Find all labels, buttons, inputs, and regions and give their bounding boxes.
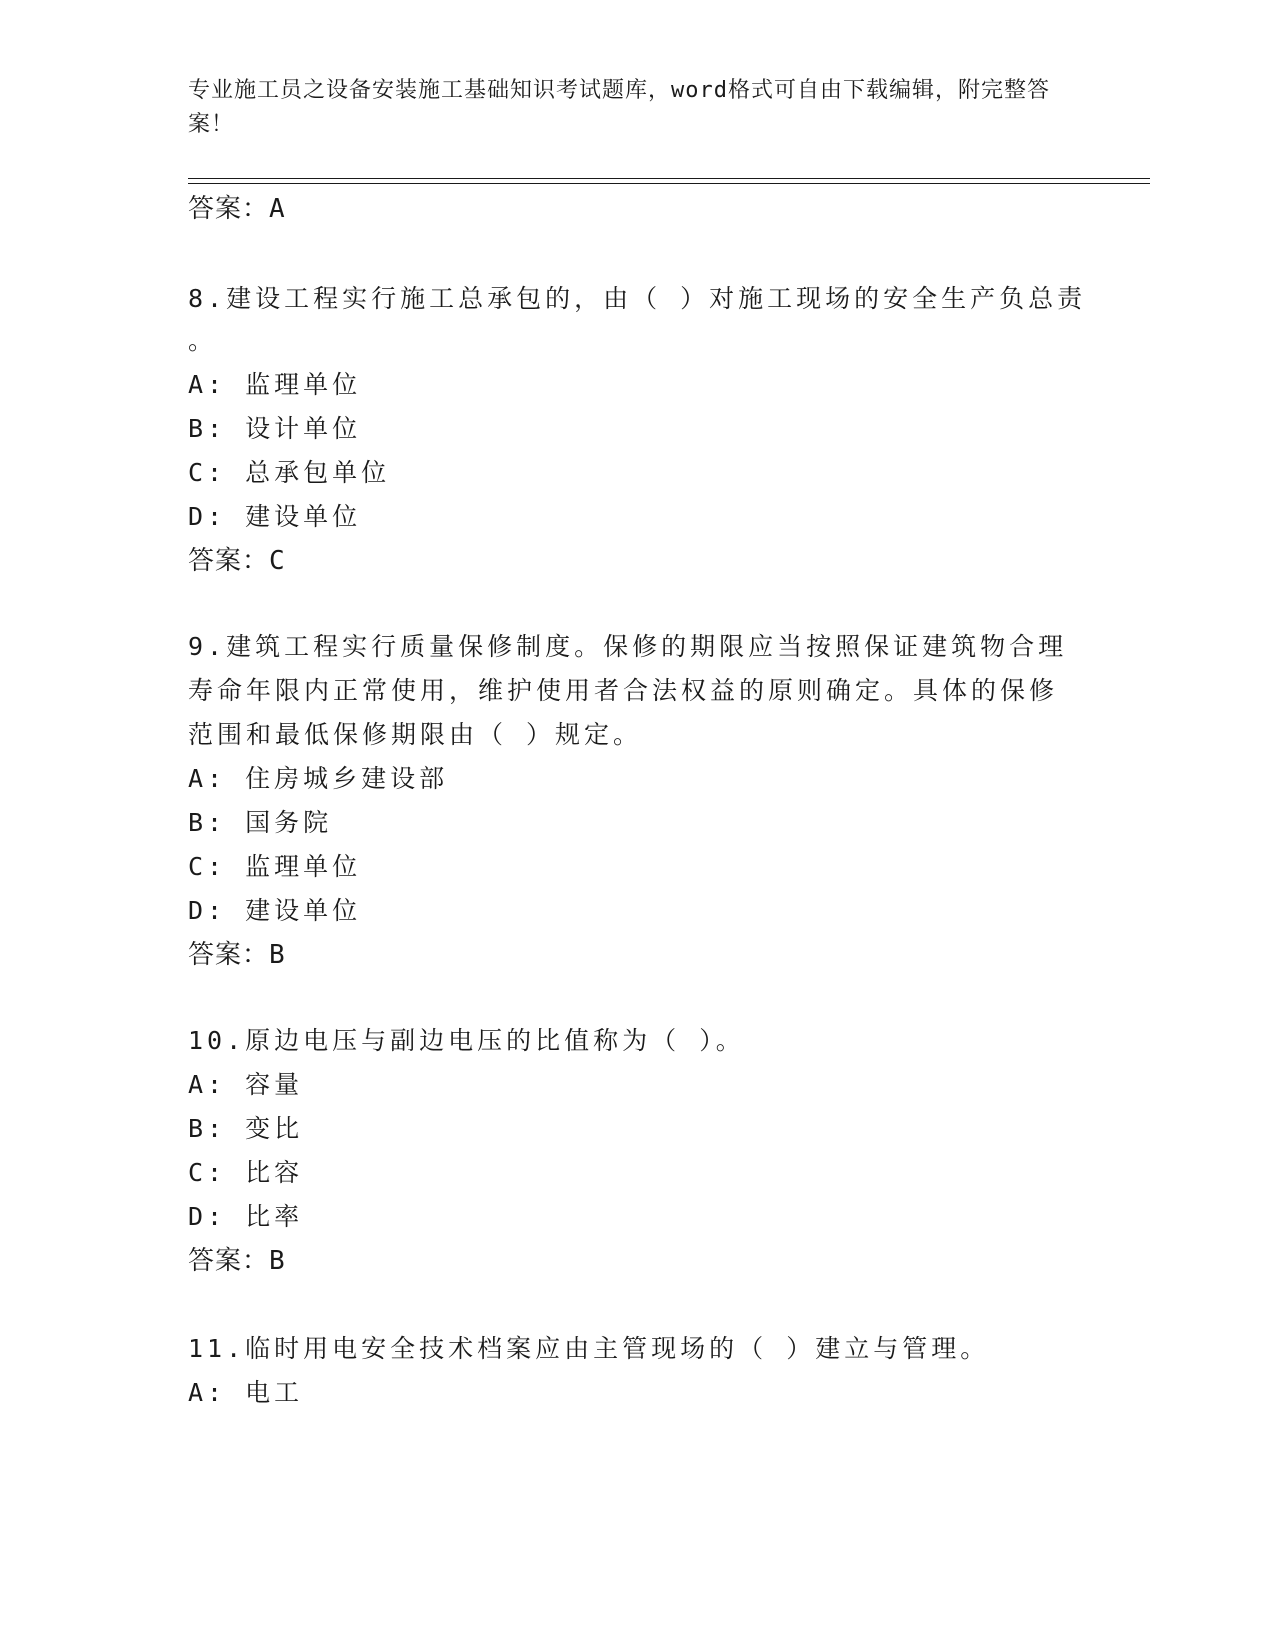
answer-label: 答案：	[188, 546, 270, 576]
question-10-option-c: C: 比容	[188, 1158, 304, 1187]
answer-value: C	[269, 546, 286, 576]
question-10-option-d: D: 比率	[188, 1202, 304, 1231]
question-11-option-a: A: 电工	[188, 1378, 304, 1407]
answer-value: B	[269, 940, 286, 970]
question-11-line-1: 11.临时用电安全技术档案应由主管现场的（ ）建立与管理。	[188, 1334, 990, 1363]
question-8-option-b: B: 设计单位	[188, 414, 362, 443]
question-8-option-d: D: 建设单位	[188, 502, 362, 531]
prev-answer	[188, 192, 286, 226]
question-9-answer	[188, 938, 286, 972]
answer-value: A	[269, 194, 286, 224]
answer-label: 答案：	[188, 1246, 270, 1276]
header-rule-top	[188, 178, 1150, 179]
question-9-line-2: 寿命年限内正常使用，维护使用者合法权益的原则确定。具体的保修	[188, 676, 1059, 705]
question-9-option-a: A: 住房城乡建设部	[188, 764, 449, 793]
question-8-answer	[188, 544, 286, 578]
question-8-line-1: 8.建设工程实行施工总承包的，由（ ）对施工现场的安全生产负总责	[188, 284, 1087, 313]
question-8-option-c: C: 总承包单位	[188, 458, 391, 487]
question-10-answer	[188, 1244, 286, 1278]
question-9-option-b: B: 国务院	[188, 808, 333, 837]
question-9-option-c: C: 监理单位	[188, 852, 362, 881]
question-8-option-a: A: 监理单位	[188, 370, 362, 399]
answer-label: 答案：	[188, 940, 270, 970]
question-10-option-a: A: 容量	[188, 1070, 304, 1099]
answer-label: 答案：	[188, 194, 270, 224]
question-10-line-1: 10.原边电压与副边电压的比值称为（ ）。	[188, 1026, 745, 1055]
question-9-line-1: 9.建筑工程实行质量保修制度。保修的期限应当按照保证建筑物合理	[188, 632, 1068, 661]
question-9-line-3: 范围和最低保修期限由（ ）规定。	[188, 720, 643, 749]
document-header: 专业施工员之设备安装施工基础知识考试题库，word格式可自由下载编辑，附完整答案！	[188, 78, 1050, 137]
answer-value: B	[269, 1246, 286, 1276]
question-8-line-2: 。	[188, 326, 218, 355]
question-9-option-d: D: 建设单位	[188, 896, 362, 925]
header-rule-bottom	[188, 183, 1150, 184]
question-10-option-b: B: 变比	[188, 1114, 304, 1143]
